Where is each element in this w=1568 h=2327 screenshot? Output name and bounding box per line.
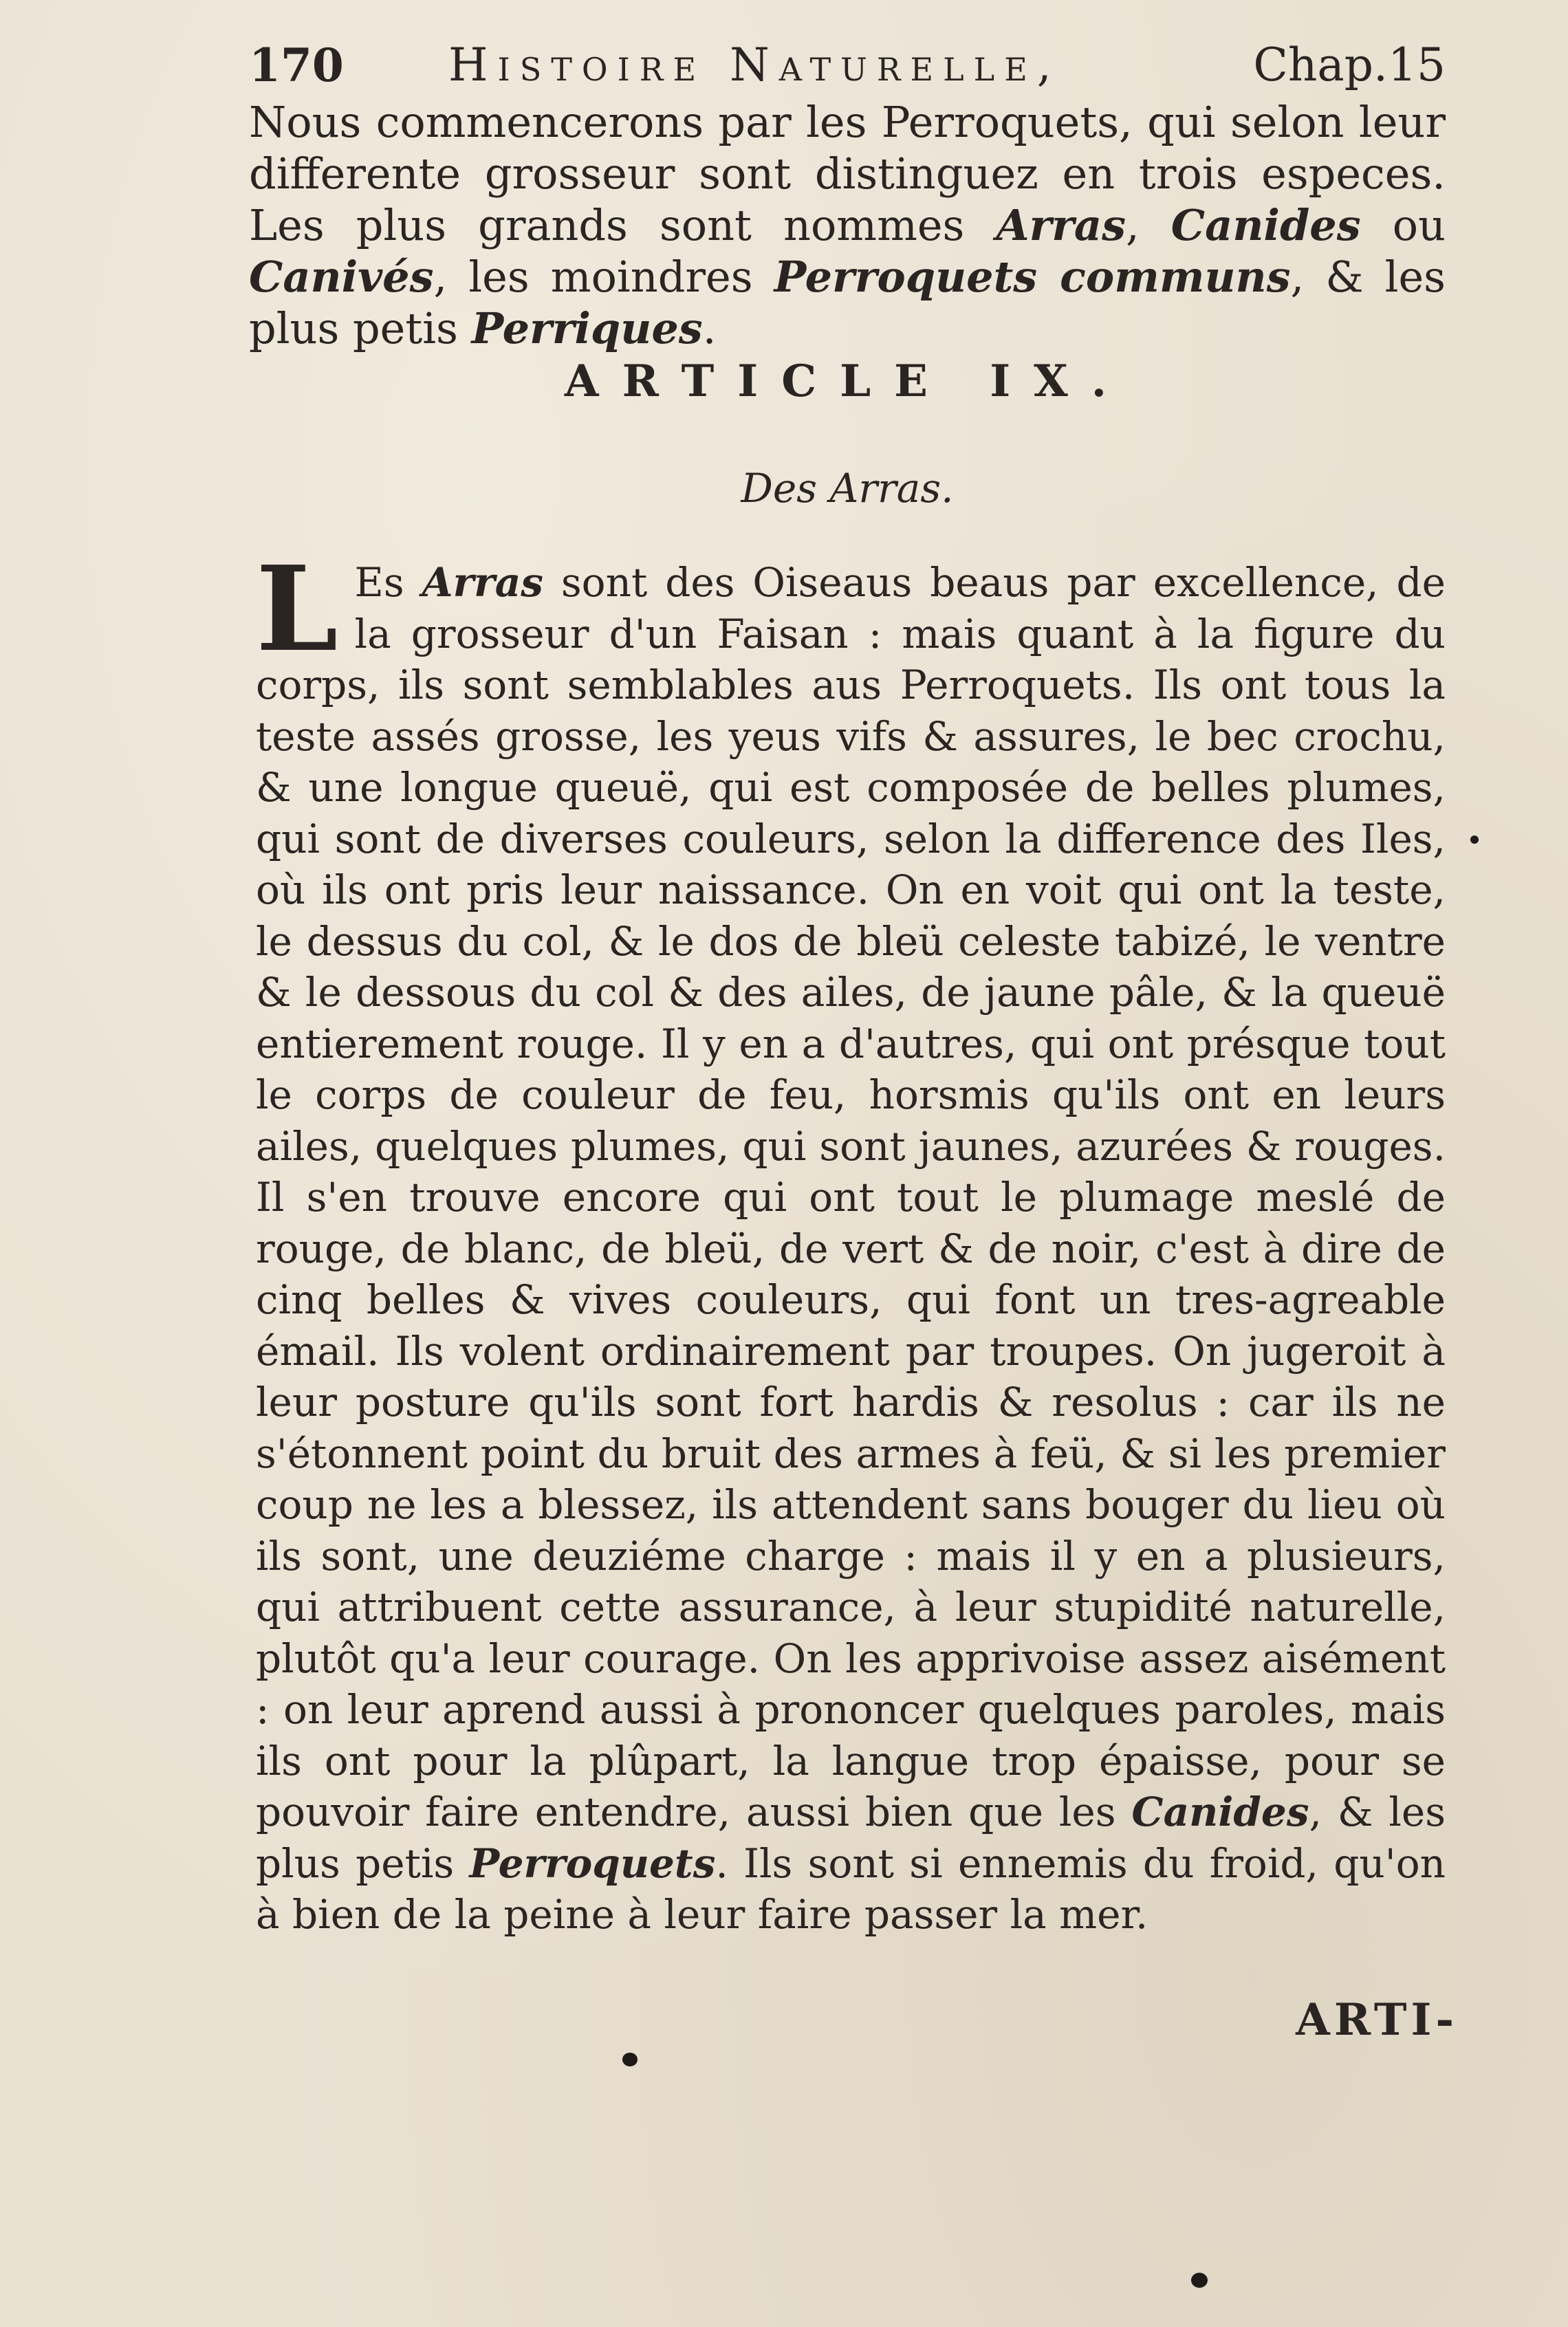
body-text: sont des Oiseaus beaus par excellence, de la grosseur d'un Faisan : mais quant à la figure du corps, ils sont semblables aus Perroquets. Ils ont tous la teste assés grosse, les yeus vifs & assures, le bec crochu, & une longue queuë, qui est composée de belles plumes, qui sont de diverses couleurs, selon la difference des Iles, où ils ont pris leur naissance. On en voit qui ont la teste, le dessus du col, & le dos de bleü celeste tabizé, le ventre & le dessous du col & des ailes, de jaune pâle, & la queuë entierement rouge. Il y en a d'autres, qui ont présque tout le corps de couleur de feu, horsmis qu'ils ont en leurs ailes, quelques plumes, qui sont jaunes, azurées & rouges. Il s'en trouve encore qui ont tout le plumage meslé de rouge, de blanc, de bleü, de vert & de noir, c'est à dire de cinq belles & vives couleurs, qui font un tres-agreable émail. Ils volent ordinairement par troupes. On jugeroit à leur posture qu'ils sont fort hardis & resolus : car ils ne s'étonnent point du bruit des armes à feü, & si les premier coup ne les a blessez, ils attendent sans bouger du lieu où ils sont, une deuziéme charge : mais il y en a plusieurs, qui attribuent cette assurance, à leur stupidité naturelle, plutôt qu'a leur courage. On les apprivoise assez aisément : on leur aprend aussi à prononcer quelques paroles, mais ils ont pour la plûpart, la langue trop épaisse, pour se pouvoir faire entendre, aussi bien que les bbox=[256, 559, 1446, 1835]
bird-name: Canides bbox=[1131, 1789, 1309, 1835]
drop-capital: L bbox=[256, 540, 338, 678]
bird-name: Perroquets communs bbox=[774, 252, 1291, 302]
chapter-label: Chap.15 bbox=[1253, 39, 1446, 91]
intro-text: , & les plus petis bbox=[249, 252, 1446, 353]
intro-text: , les moindres bbox=[433, 252, 774, 302]
ink-spot bbox=[1470, 835, 1479, 844]
body-text: , & les plus petis bbox=[256, 1789, 1446, 1887]
bird-name: Canides bbox=[1170, 200, 1361, 250]
catchword: ARTI- bbox=[1296, 1994, 1458, 2046]
bird-name: Canivés bbox=[249, 252, 434, 302]
running-head bbox=[249, 28, 1446, 103]
intro-text: , bbox=[1125, 200, 1171, 250]
bird-name: Perriques bbox=[471, 303, 703, 353]
bird-name: Arras bbox=[996, 200, 1126, 250]
intro-paragraph bbox=[249, 96, 1446, 354]
article-body bbox=[256, 540, 1446, 1941]
body-text: Es bbox=[354, 559, 422, 606]
bird-name: Arras bbox=[422, 559, 543, 606]
intro-text: ou bbox=[1360, 200, 1446, 250]
intro-text: . bbox=[702, 303, 717, 353]
running-title: Histoire Naturelle, bbox=[448, 39, 1061, 91]
ink-spot bbox=[1191, 2273, 1208, 2288]
section-heading: Des Arras. bbox=[741, 465, 954, 512]
page-number: 170 bbox=[249, 39, 344, 92]
ink-spot bbox=[622, 2053, 638, 2066]
bird-name: Perroquets bbox=[469, 1839, 716, 1887]
intro-text: Nous commencerons par les Perroquets, qui selon leur differente grosseur sont distinguez en trois especes. Les plus grands sont nommes bbox=[249, 97, 1446, 250]
body-text: . Ils sont si ennemis du froid, qu'on à bien de la peine à leur faire passer la mer. bbox=[256, 1839, 1446, 1938]
article-heading: ARTICLE IX. bbox=[564, 356, 1131, 407]
